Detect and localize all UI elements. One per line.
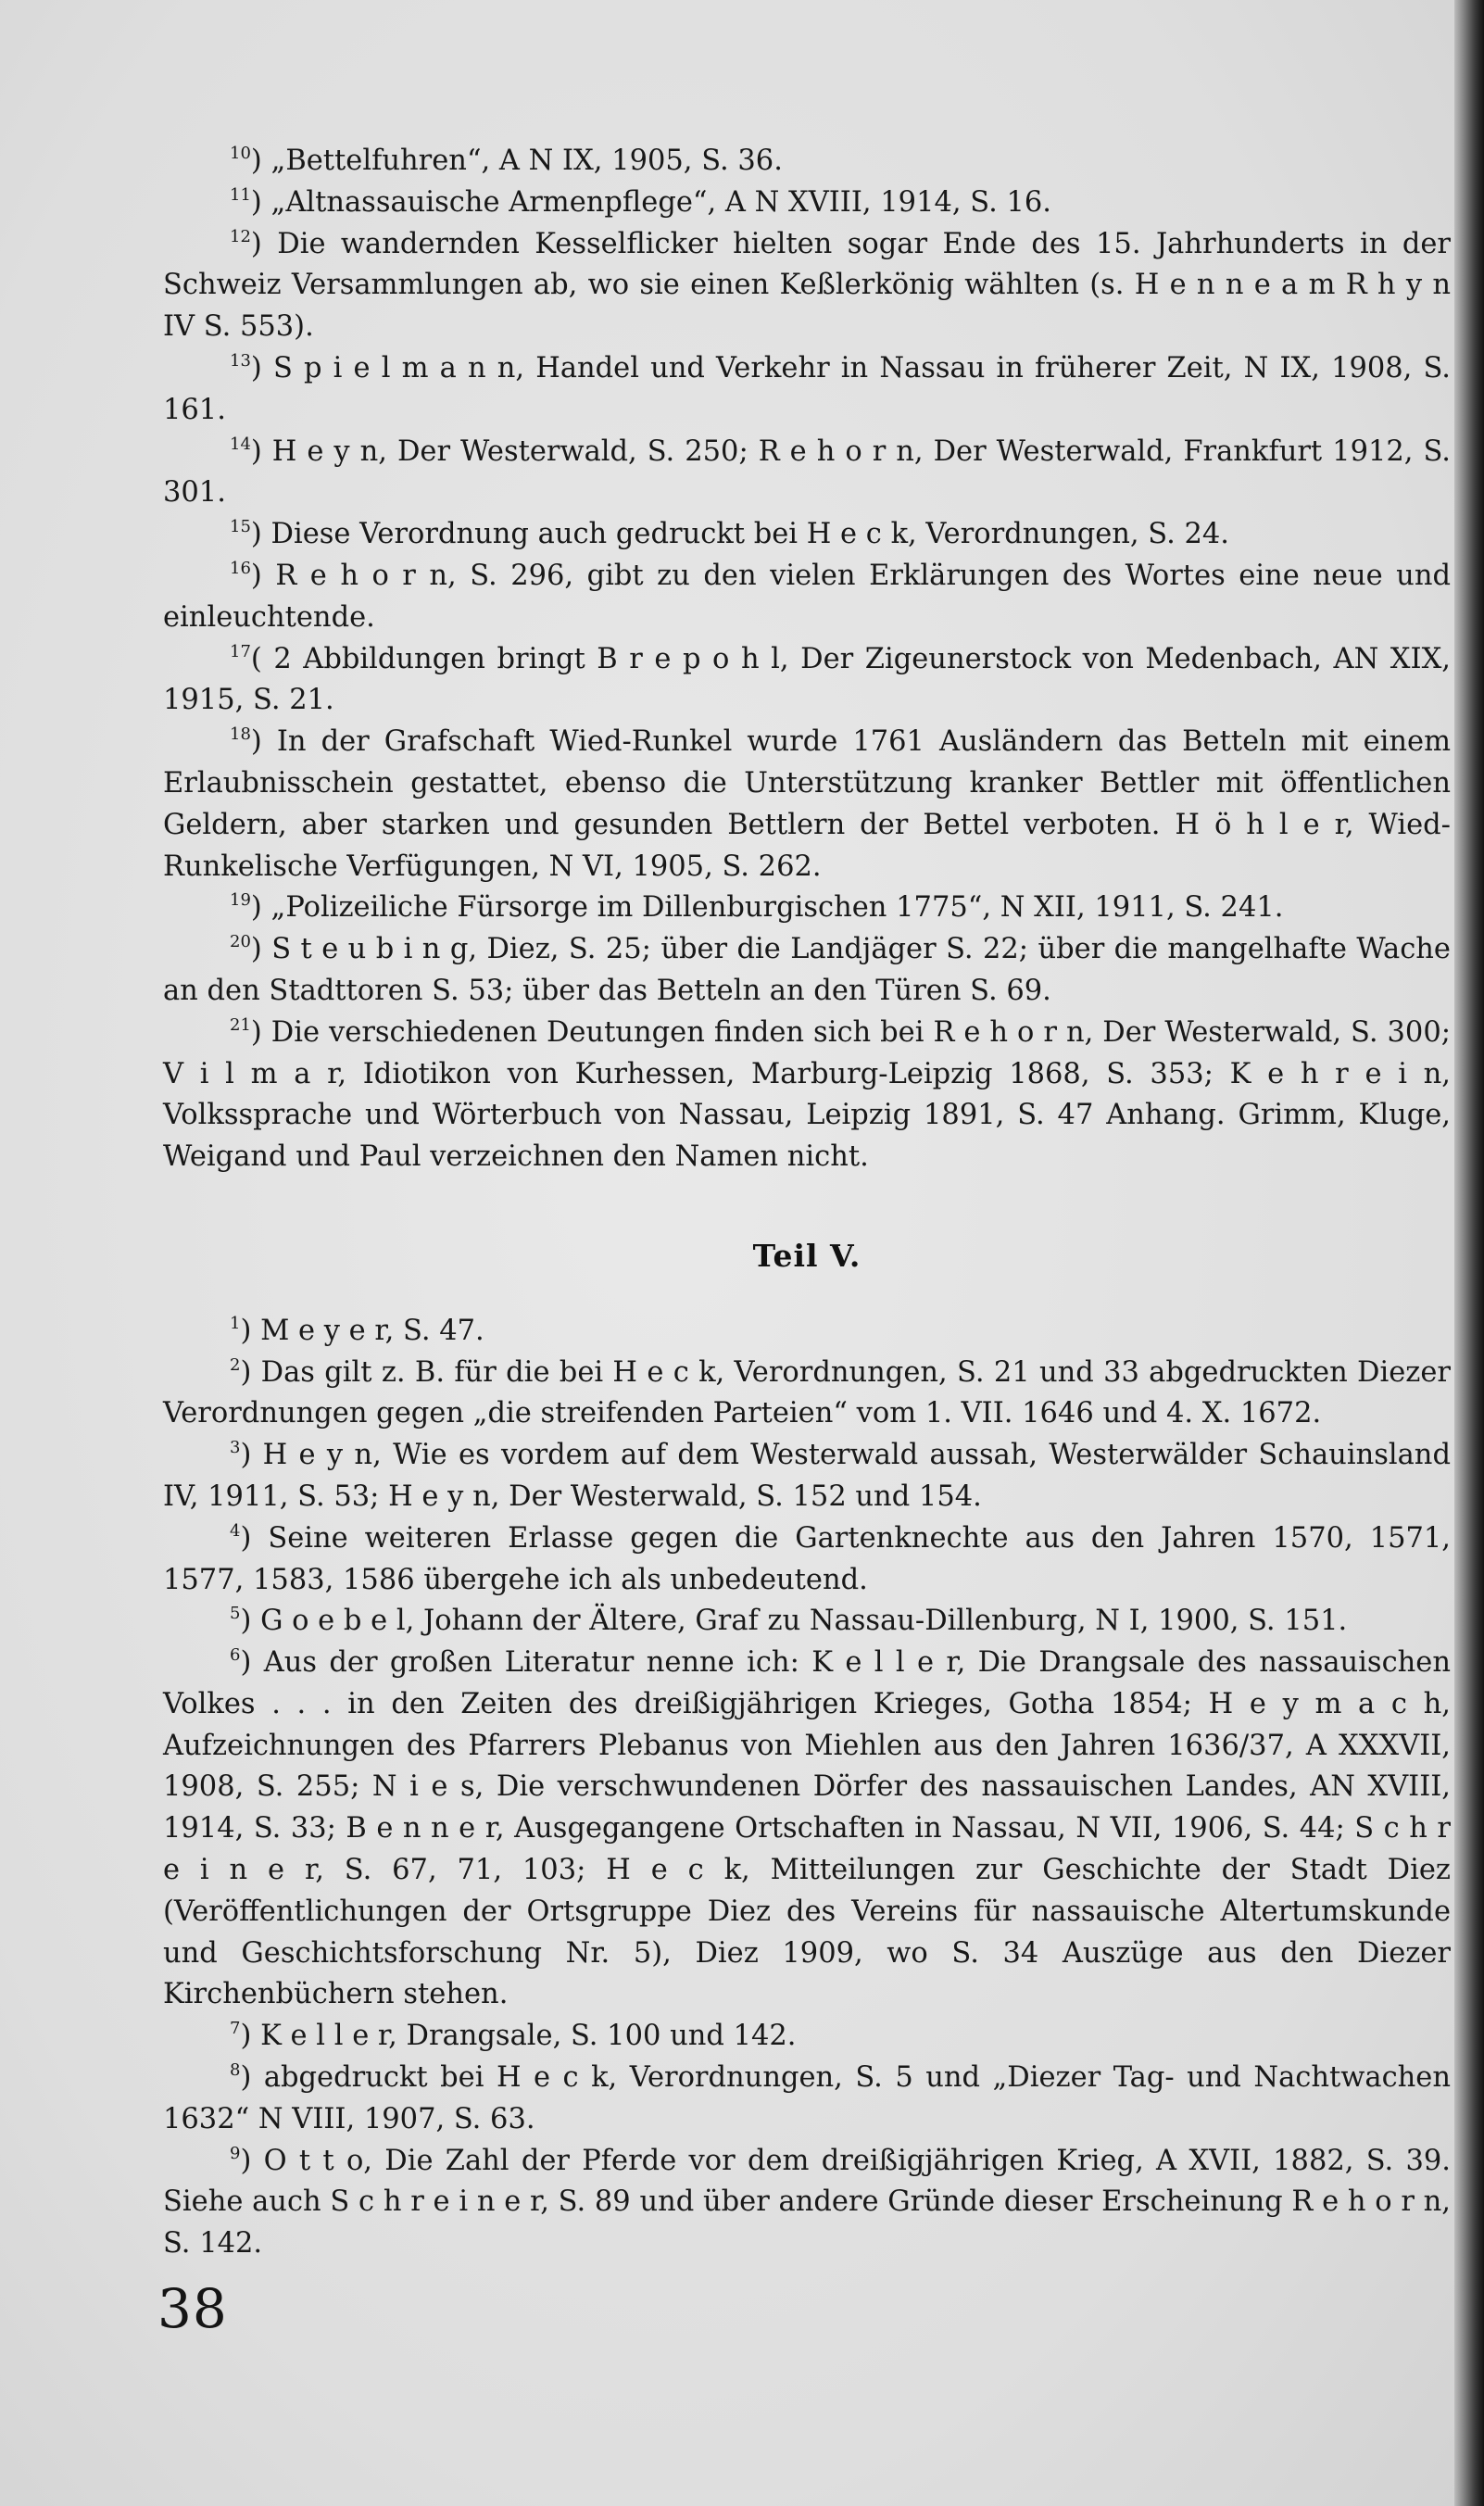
footnote-18: $^{18}$) In der Grafschaft Wied-Runkel wurde 1761 Ausländern das Betteln mit einem Erlaubnisschein gestattet, ebenso die Unterstützung kranker Bettler mit öffentlichen Geldern, aber starken und gesunden Bettlern der Bettel verboten. H ö h l e r, Wied-Runkelische Verfügungen, N VI, 1905, S. 262. [163, 724, 1451, 883]
footnote-marker: 7 [230, 2019, 241, 2039]
footnote-16: $^{16}$) R e h o r n, S. 296, gibt zu den vielen Erklärungen des Wortes eine neue und einleuchtende. [163, 558, 1451, 634]
footnote-text: M e y e r, S. 47. [260, 1314, 484, 1347]
footnote-text: K e l l e r, Drangsale, S. 100 und 142. [260, 2020, 797, 2053]
footnote-marker: 12 [230, 226, 251, 246]
footnote-14: $^{14}$) H e y n, Der Westerwald, S. 250; R e h o r n, Der Westerwald, Frankfurt 1912, S. 301. [163, 434, 1451, 510]
footnote-marker: 14 [230, 434, 251, 454]
footnote-text: Diese Verordnung auch gedruckt bei H e c k, Verordnungen, S. 24. [270, 518, 1229, 551]
footnote-text: O t t o, Die Zahl der Pferde vor dem dreißigjährigen Krieg, A XVII, 1882, S. 39. Siehe auch S c h r e i n e r, S. 89 und über andere Gründe dieser Erscheinung R e h o r n, S. 142. [163, 2144, 1451, 2260]
footnote-marker: 1 [230, 1313, 241, 1333]
footnote-4: $^4$) Seine weiteren Erlasse gegen die Gartenknechte aus den Jahren 1570, 1571, 1577, 1583, 1586 übergehe ich als unbedeutend. [163, 1520, 1451, 1596]
footnote-text: 2 Abbildungen bringt B r e p o h l, Der Zigeunerstock von Medenbach, AN XIX, 1915, S. 21. [163, 642, 1451, 717]
footnote-text: S p i e l m a n n, Handel und Verkehr in Nassau in früherer Zeit, N IX, 1908, S. 161. [163, 351, 1451, 426]
footnote-text: G o e b e l, Johann der Ältere, Graf zu Nassau-Dillenburg, N I, 1900, S. 151. [260, 1605, 1348, 1638]
footnote-marker: 2 [230, 1354, 241, 1375]
footnote-21: $^{21}$) Die verschiedenen Deutungen finden sich bei R e h o r n, Der Westerwald, S. 300; V i l m a r, Idiotikon von Kurhessen, Marburg-Leipzig 1868, S. 353; K e h r e i n, Volkssprache und Wörterbuch von Nassau, Leipzig 1891, S. 47 Anhang. Grimm, Kluge, Weigand und Paul verzeichnen den Namen nicht. [163, 1014, 1451, 1174]
footnote-marker: 10 [230, 144, 251, 163]
footnote-marker: 18 [230, 724, 251, 745]
footnote-text: „Polizeiliche Fürsorge im Dillenburgischen 1775“, N XII, 1911, S. 241. [270, 891, 1284, 925]
footnote-text: R e h o r n, S. 296, gibt zu den vielen Erklärungen des Wortes eine neue und einleuchtende. [163, 559, 1451, 634]
footnote-marker: 8 [230, 2060, 241, 2081]
footnote-1: $^1$) M e y e r, S. 47. [230, 1313, 484, 1347]
footnote-marker: 3 [230, 1438, 241, 1458]
footnote-text: Seine weiteren Erlasse gegen die Gartenknechte aus den Jahren 1570, 1571, 1577, 1583, 1586 übergehe ich als unbedeutend. [163, 1521, 1451, 1596]
footnote-marker: 21 [230, 1014, 251, 1035]
footnote-2: $^2$) Das gilt z. B. für die bei H e c k, Verordnungen, S. 21 und 33 abgedruckten Diezer Verordnungen gegen „die streifenden Parteien“ vom 1. VII. 1646 und 4. X. 1672. [163, 1354, 1451, 1430]
footnote-3: $^3$) H e y n, Wie es vordem auf dem Westerwald aussah, Westerwälder Schauinsland IV, 1911, S. 53; H e y n, Der Westerwald, S. 152 und 154. [163, 1438, 1451, 1513]
footnote-marker: 13 [230, 350, 251, 371]
footnote-marker: 17 [230, 641, 251, 661]
footnote-13: $^{13}$) S p i e l m a n n, Handel und Verkehr in Nassau in früherer Zeit, N IX, 1908, S. 161. [163, 350, 1451, 426]
footnote-17: $^{17}$( 2 Abbildungen bringt B r e p o h l, Der Zigeunerstock von Medenbach, AN XIX, 1915, S. 21. [163, 641, 1451, 717]
footnote-20: $^{20}$) S t e u b i n g, Diez, S. 25; über die Landjäger S. 22; über die mangelhafte Wache an den Stadttoren S. 53; über das Betteln an den Türen S. 69. [163, 932, 1451, 1007]
footnotes-block [163, 141, 1451, 2265]
footnote-6: $^6$) Aus der großen Literatur nenne ich: K e l l e r, Die Drangsale des nassauischen Volkes . . . in den Zeiten des dreißigjährigen Krieges, Gotha 1854; H e y m a c h, Aufzeichnungen des Pfarrers Plebanus von Miehlen aus den Jahren 1636/37, A XXXVII, 1908, S. 255; N i e s, Die verschwundenen Dörfer des nassauischen Landes, AN XVIII, 1914, S. 33; B e n n e r, Ausgegangene Ortschaften in Nassau, N VII, 1906, S. 44; S c h r e i n e r, S. 67, 71, 103; H e c k, Mitteilungen zur Geschichte der Stadt Diez (Veröffentlichungen der Ortsgruppe Diez des Vereins für nassauische Altertumskunde und Geschichtsforschung Nr. 5), Diez 1909, wo S. 34 Auszüge aus den Diezer Kirchenbüchern stehen. [163, 1645, 1451, 2011]
footnote-marker: 16 [230, 558, 251, 578]
footnote-10: $^{10}$) „Bettelfuhren“, A N IX, 1905, S. 36. [230, 144, 783, 177]
footnote-text: H e y n, Wie es vordem auf dem Westerwald aussah, Westerwälder Schauinsland IV, 1911, S. 53; H e y n, Der Westerwald, S. 152 und 154. [163, 1439, 1451, 1513]
footnote-9: $^9$) O t t o, Die Zahl der Pferde vor dem dreißigjährigen Krieg, A XVII, 1882, S. 39. Siehe auch S c h r e i n e r, S. 89 und über andere Gründe dieser Erscheinung R e h o r n, S. 142. [163, 2143, 1451, 2260]
page-edge-shadow [1454, 0, 1484, 2506]
footnote-marker: 5 [230, 1604, 241, 1624]
footnote-marker: 6 [230, 1645, 241, 1666]
section-title: Teil V. [752, 1237, 861, 1274]
footnote-text: Die wandernden Kesselflicker hielten sogar Ende des 15. Jahrhunderts in der Schweiz Versammlungen ab, wo sie einen Keßlerkönig wählten (s. H e n n e a m R h y n IV S. 553). [163, 227, 1451, 344]
footnote-5: $^5$) G o e b e l, Johann der Ältere, Graf zu Nassau-Dillenburg, N I, 1900, S. 151. [230, 1604, 1348, 1638]
footnote-12: $^{12}$) Die wandernden Kesselflicker hielten sogar Ende des 15. Jahrhunderts in der Schweiz Versammlungen ab, wo sie einen Keßlerkönig wählten (s. H e n n e a m R h y n IV S. 553). [163, 226, 1451, 344]
footnotes-part-5 [163, 1311, 1451, 2265]
footnotes-part-4 [163, 141, 1451, 1178]
footnote-19: $^{19}$) „Polizeiliche Fürsorge im Dillenburgischen 1775“, N XII, 1911, S. 241. [230, 890, 1284, 925]
footnote-15: $^{15}$) Diese Verordnung auch gedruckt bei H e c k, Verordnungen, S. 24. [230, 517, 1229, 551]
footnote-text: S t e u b i n g, Diez, S. 25; über die Landjäger S. 22; über die mangelhafte Wache an den Stadttoren S. 53; über das Betteln an den Türen S. 69. [163, 933, 1451, 1007]
footnote-text: abgedruckt bei H e c k, Verordnungen, S. 5 und „Diezer Tag- und Nachtwachen 1632“ N VIII, 1907, S. 63. [163, 2061, 1451, 2135]
footnote-11: $^{11}$) „Altnassauische Armenpflege“, A N XVIII, 1914, S. 16. [230, 184, 1051, 219]
footnote-marker: 15 [230, 517, 251, 537]
footnote-7: $^7$) K e l l e r, Drangsale, S. 100 und 142. [230, 2019, 797, 2053]
footnote-text: Die verschiedenen Deutungen finden sich bei R e h o r n, Der Westerwald, S. 300; V i l m a r, Idiotikon von Kurhessen, Marburg-Leipzig 1868, S. 353; K e h r e i n, Volkssprache und Wörterbuch von Nassau, Leipzig 1891, S. 47 Anhang. Grimm, Kluge, Weigand und Paul verzeichnen den Namen nicht. [163, 1015, 1451, 1174]
footnote-marker: 19 [230, 890, 251, 911]
footnote-marker: 9 [230, 2143, 241, 2163]
footnote-text: „Bettelfuhren“, A N IX, 1905, S. 36. [270, 145, 783, 177]
footnote-8: $^8$) abgedruckt bei H e c k, Verordnungen, S. 5 und „Diezer Tag- und Nachtwachen 1632“ N VIII, 1907, S. 63. [163, 2060, 1451, 2135]
footnote-text: Aus der großen Literatur nenne ich: K e l l e r, Die Drangsale des nassauischen Volkes . . . in den Zeiten des dreißigjährigen Krieges, Gotha 1854; H e y m a c h, Aufzeichnungen des Pfarrers Plebanus von Miehlen aus den Jahren 1636/37, A XXXVII, 1908, S. 255; N i e s, Die verschwundenen Dörfer des nassauischen Landes, AN XVIII, 1914, S. 33; B e n n e r, Ausgegangene Ortschaften in Nassau, N VII, 1906, S. 44; S c h r e i n e r, S. 67, 71, 103; H e c k, Mitteilungen zur Geschichte der Stadt Diez (Veröffentlichungen der Ortsgruppe Diez des Vereins für nassauische Altertumskunde und Geschichtsforschung Nr. 5), Diez 1909, wo S. 34 Auszüge aus den Diezer Kirchenbüchern stehen. [163, 1646, 1451, 2011]
footnote-text: H e y n, Der Westerwald, S. 250; R e h o r n, Der Westerwald, Frankfurt 1912, S. 301. [163, 434, 1451, 510]
footnote-marker: 20 [230, 932, 251, 952]
footnote-marker: 4 [230, 1520, 241, 1541]
footnote-text: „Altnassauische Armenpflege“, A N XVIII, 1914, S. 16. [270, 185, 1051, 219]
footnote-marker: 11 [230, 184, 251, 205]
footnote-text: In der Grafschaft Wied-Runkel wurde 1761 Ausländern das Betteln mit einem Erlaubnisschein gestattet, ebenso die Unterstützung kranker Bettler mit öffentlichen Geldern, aber starken und gesunden Bettlern der Bettel verboten. H ö h l e r, Wied-Runkelische Verfügungen, N VI, 1905, S. 262. [163, 725, 1451, 883]
footnote-text: Das gilt z. B. für die bei H e c k, Verordnungen, S. 21 und 33 abgedruckten Diezer Verordnungen gegen „die streifenden Parteien“ vom 1. VII. 1646 und 4. X. 1672. [163, 1355, 1451, 1430]
page-number: 38 [157, 2277, 228, 2340]
